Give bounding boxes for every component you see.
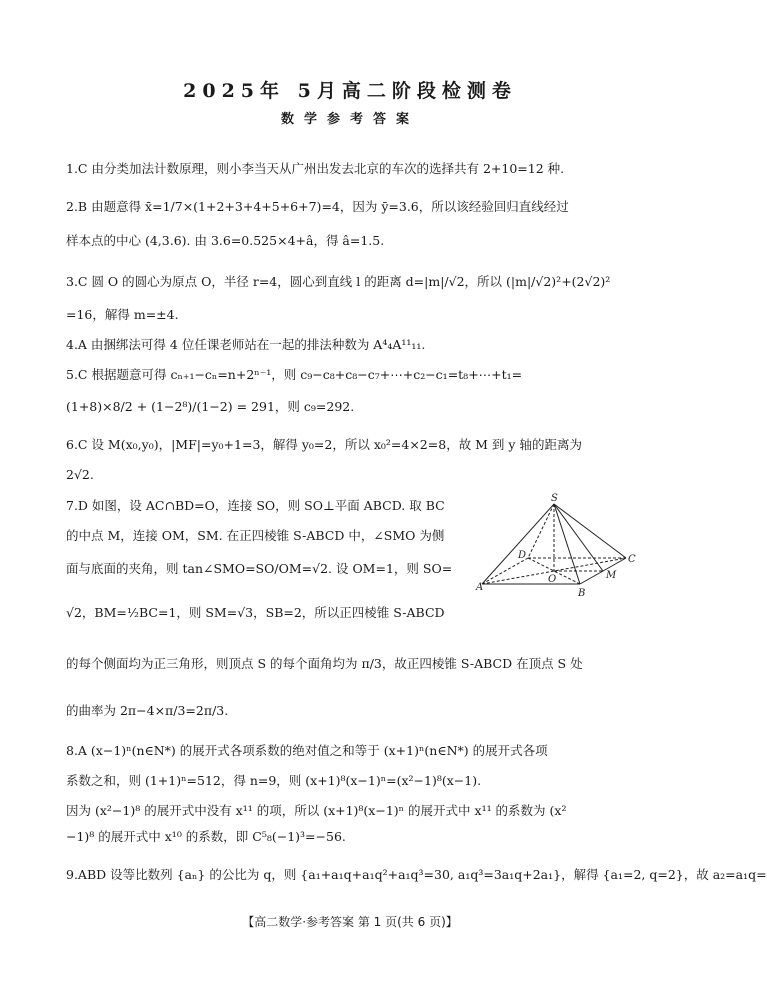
- answer-line-12: 的中点 M，连接 OM，SM. 在正四棱锥 S-ABCD 中，∠SMO 为侧: [66, 528, 445, 543]
- label-s: S: [551, 493, 558, 504]
- edge-sa: [482, 504, 557, 585]
- answer-line-7: 5.C 根据题意可得 cₙ₊₁−cₙ=n+2ⁿ⁻¹，则 c₉−c₈+c₈−c₇+⋯+c₂−c₁=t₈+⋯+t₁=: [66, 367, 523, 382]
- label-o: O: [548, 574, 557, 585]
- answer-line-16: 的曲率为 2π−4×π/3=2π/3.: [66, 703, 229, 718]
- page-title: 2025年 5月高二阶段检测卷: [183, 80, 517, 102]
- label-d: D: [518, 550, 527, 561]
- answer-line-17: 8.A (x−1)ⁿ(n∈N*) 的展开式各项系数的绝对值之和等于 (x+1)ⁿ(n∈N*) 的展开式各项: [66, 743, 548, 758]
- answer-line-15: 的每个侧面均为正三角形，则顶点 S 的每个面角均为 π/3，故正四棱锥 S-ABCD 在顶点 S 处: [66, 656, 583, 671]
- answer-line-10: 2√2.: [66, 467, 94, 482]
- edge-sb: [554, 504, 580, 584]
- label-b: B: [578, 588, 586, 599]
- label-a: A: [476, 582, 484, 593]
- answer-line-1: 1.C 由分类加法计数原理，则小李当天从广州出发去北京的车次的选择共有 2+10=12 种.: [66, 161, 565, 176]
- answer-line-19: 因为 (x²−1)⁸ 的展开式中没有 x¹¹ 的项，所以 (x+1)⁸(x−1)ⁿ 的展开式中 x¹¹ 的系数为 (x²: [66, 803, 567, 818]
- answer-line-14: √2，BM=½BC=1，则 SM=√3，SB=2，所以正四棱锥 S-ABCD: [66, 605, 445, 620]
- answer-line-5: =16，解得 m=±4.: [66, 307, 179, 322]
- answer-line-21: 9.ABD 设等比数列 {aₙ} 的公比为 q，则 {a₁+a₁q+a₁q²+a₁q³=30, a₁q³=3a₁q+2a₁}，解得 {a₁=2, q=2}，故 a₂=a₁q=: [66, 867, 767, 882]
- answer-line-9: 6.C 设 M(x₀,y₀)，|MF|=y₀+1=3，解得 y₀=2，所以 x₀²=4×2=8，故 M 到 y 轴的距离为: [66, 437, 582, 452]
- answer-line-11: 7.D 如图，设 AC∩BD=O，连接 SO，则 SO⊥平面 ABCD. 取 BC: [66, 498, 445, 513]
- answer-line-18: 系数之和，则 (1+1)ⁿ=512，得 n=9，则 (x+1)⁸(x−1)ⁿ=(x²−1)⁸(x−1).: [66, 773, 482, 788]
- answer-line-3: 样本点的中心 (4,3.6). 由 3.6=0.525×4+â，得 â=1.5.: [66, 233, 385, 248]
- edge-ad: [482, 558, 528, 584]
- answer-line-20: −1)⁸ 的展开式中 x¹⁰ 的系数，即 C⁵₈(−1)³=−56.: [66, 829, 346, 844]
- edge-sc: [554, 504, 626, 558]
- segment-sm: [554, 504, 603, 571]
- page-footer: 【高二数学·参考答案 第 1 页(共 6 页)】: [242, 915, 458, 929]
- label-m: M: [606, 570, 617, 581]
- page-subtitle: 数学参考答案: [280, 112, 419, 127]
- answer-line-4: 3.C 圆 O 的圆心为原点 O，半径 r=4，圆心到直线 l 的距离 d=|m|/√2，所以 (|m|/√2)²+(2√2)²: [66, 274, 611, 289]
- edge-sd: [528, 504, 554, 558]
- label-c: C: [628, 554, 636, 565]
- answer-line-6: 4.A 由捆绑法可得 4 位任课老师站在一起的排法种数为 A⁴₄A¹¹₁₁.: [66, 337, 426, 352]
- answer-line-2: 2.B 由题意得 x̄=1/7×(1+2+3+4+5+6+7)=4，因为 ȳ=3.6，所以该经验回归直线经过: [66, 199, 569, 214]
- pyramid-figure: [476, 492, 636, 600]
- answer-line-8: (1+8)×8/2 + (1−2⁸)/(1−2) = 291，则 c₉=292.: [66, 399, 355, 414]
- answer-line-13: 面与底面的夹角，则 tan∠SMO=SO/OM=√2. 设 OM=1，则 SO=: [66, 561, 453, 576]
